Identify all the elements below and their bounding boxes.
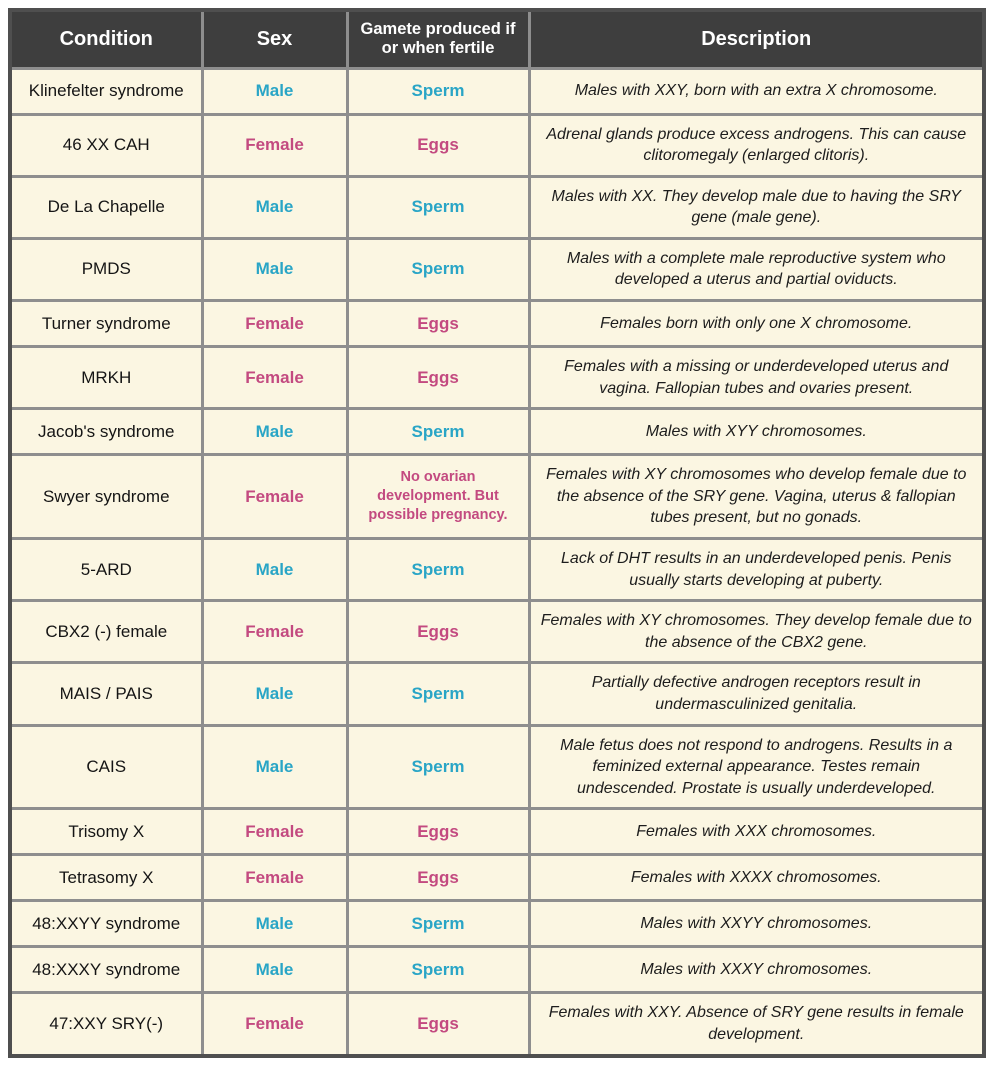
gamete-cell: Sperm xyxy=(347,947,529,993)
condition-cell: Trisomy X xyxy=(10,809,202,855)
table-row xyxy=(10,539,984,601)
gamete-cell: Sperm xyxy=(347,663,529,725)
header-row xyxy=(10,10,984,68)
description-cell: Females with XY chromosomes who develop female due to the absence of the SRY gene. Vagina, uterus & fallopian tubes present, but no gonads. xyxy=(529,455,984,539)
condition-cell: PMDS xyxy=(10,238,202,300)
table-row xyxy=(10,855,984,901)
sex-cell: Male xyxy=(202,176,347,238)
gamete-cell: Eggs xyxy=(347,809,529,855)
table-row xyxy=(10,347,984,409)
sex-cell: Female xyxy=(202,301,347,347)
conditions-table xyxy=(8,8,986,1058)
table-row xyxy=(10,601,984,663)
sex-cell: Male xyxy=(202,725,347,809)
sex-cell: Male xyxy=(202,539,347,601)
gamete-cell: Eggs xyxy=(347,301,529,347)
header-gamete: Gamete produced if or when fertile xyxy=(347,10,529,68)
gamete-cell: Eggs xyxy=(347,114,529,176)
description-cell: Partially defective androgen receptors result in undermasculinized genitalia. xyxy=(529,663,984,725)
sex-cell: Male xyxy=(202,901,347,947)
table-row xyxy=(10,176,984,238)
condition-cell: Klinefelter syndrome xyxy=(10,68,202,114)
gamete-cell: Eggs xyxy=(347,601,529,663)
description-cell: Males with XX. They develop male due to having the SRY gene (male gene). xyxy=(529,176,984,238)
header-description: Description xyxy=(529,10,984,68)
sex-cell: Female xyxy=(202,114,347,176)
gamete-cell: Sperm xyxy=(347,539,529,601)
description-cell: Females born with only one X chromosome. xyxy=(529,301,984,347)
condition-cell: 47:XXY SRY(-) xyxy=(10,993,202,1056)
sex-cell: Male xyxy=(202,409,347,455)
gamete-cell: No ovarian development. But possible pregnancy. xyxy=(347,455,529,539)
table-row xyxy=(10,114,984,176)
condition-cell: Swyer syndrome xyxy=(10,455,202,539)
condition-cell: 5-ARD xyxy=(10,539,202,601)
description-cell: Males with XXXY chromosomes. xyxy=(529,947,984,993)
table-row xyxy=(10,68,984,114)
sex-cell: Male xyxy=(202,947,347,993)
table-row xyxy=(10,901,984,947)
description-cell: Females with XXXX chromosomes. xyxy=(529,855,984,901)
gamete-cell: Eggs xyxy=(347,347,529,409)
table-row xyxy=(10,238,984,300)
gamete-cell: Sperm xyxy=(347,176,529,238)
description-cell: Females with XXX chromosomes. xyxy=(529,809,984,855)
description-cell: Females with XY chromosomes. They develop female due to the absence of the CBX2 gene. xyxy=(529,601,984,663)
sex-cell: Female xyxy=(202,809,347,855)
table-row xyxy=(10,947,984,993)
table-row xyxy=(10,663,984,725)
condition-cell: 48:XXXY syndrome xyxy=(10,947,202,993)
sex-cell: Female xyxy=(202,455,347,539)
table-row xyxy=(10,809,984,855)
gamete-cell: Sperm xyxy=(347,725,529,809)
sex-cell: Male xyxy=(202,238,347,300)
gamete-cell: Eggs xyxy=(347,855,529,901)
description-cell: Male fetus does not respond to androgens. Results in a feminized external appearance. Testes remain undescended. Prostate is usually underdeveloped. xyxy=(529,725,984,809)
sex-cell: Male xyxy=(202,68,347,114)
gamete-cell: Eggs xyxy=(347,993,529,1056)
description-cell: Adrenal glands produce excess androgens. This can cause clitoromegaly (enlarged clitoris). xyxy=(529,114,984,176)
sex-cell: Female xyxy=(202,601,347,663)
condition-cell: MRKH xyxy=(10,347,202,409)
description-cell: Females with XXY. Absence of SRY gene results in female development. xyxy=(529,993,984,1056)
description-cell: Females with a missing or underdeveloped uterus and vagina. Fallopian tubes and ovaries present. xyxy=(529,347,984,409)
table-row xyxy=(10,725,984,809)
table-row xyxy=(10,301,984,347)
table-row xyxy=(10,993,984,1056)
condition-cell: Tetrasomy X xyxy=(10,855,202,901)
condition-cell: CBX2 (-) female xyxy=(10,601,202,663)
table-header xyxy=(10,10,984,68)
gamete-cell: Sperm xyxy=(347,409,529,455)
description-cell: Males with XYY chromosomes. xyxy=(529,409,984,455)
condition-cell: 48:XXYY syndrome xyxy=(10,901,202,947)
table-row xyxy=(10,409,984,455)
description-cell: Males with XXY, born with an extra X chromosome. xyxy=(529,68,984,114)
condition-cell: De La Chapelle xyxy=(10,176,202,238)
sex-cell: Female xyxy=(202,855,347,901)
condition-cell: MAIS / PAIS xyxy=(10,663,202,725)
sex-cell: Male xyxy=(202,663,347,725)
condition-cell: CAIS xyxy=(10,725,202,809)
condition-cell: Turner syndrome xyxy=(10,301,202,347)
condition-cell: Jacob's syndrome xyxy=(10,409,202,455)
condition-cell: 46 XX CAH xyxy=(10,114,202,176)
gamete-cell: Sperm xyxy=(347,901,529,947)
table-row xyxy=(10,455,984,539)
gamete-cell: Sperm xyxy=(347,68,529,114)
header-condition: Condition xyxy=(10,10,202,68)
header-sex: Sex xyxy=(202,10,347,68)
description-cell: Lack of DHT results in an underdeveloped penis. Penis usually starts developing at puberty. xyxy=(529,539,984,601)
gamete-cell: Sperm xyxy=(347,238,529,300)
description-cell: Males with a complete male reproductive system who developed a uterus and partial oviducts. xyxy=(529,238,984,300)
table-body xyxy=(10,68,984,1056)
sex-cell: Female xyxy=(202,347,347,409)
description-cell: Males with XXYY chromosomes. xyxy=(529,901,984,947)
sex-cell: Female xyxy=(202,993,347,1056)
